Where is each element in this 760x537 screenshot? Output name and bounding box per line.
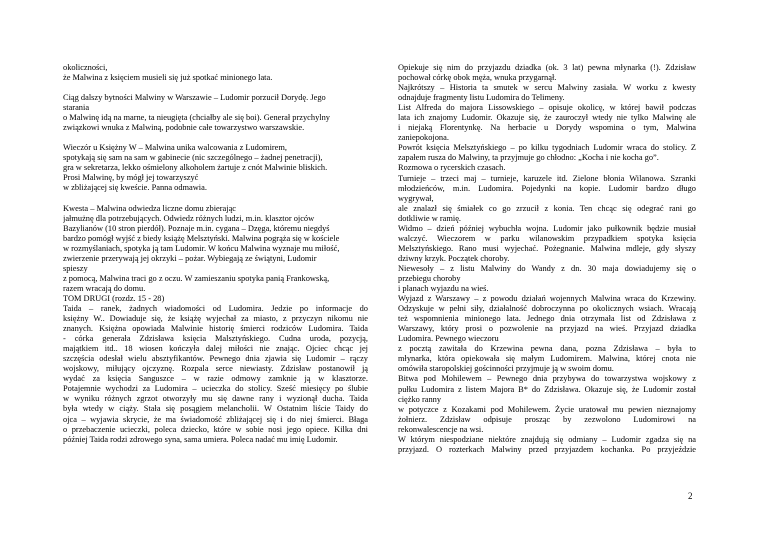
page-number: 2 (688, 491, 693, 501)
text-line: Rozmowa o rycerskich czasach. (398, 163, 506, 173)
paragraph-gap (63, 83, 368, 93)
text-line: dotkliwie w ramię. (398, 213, 462, 223)
text-line: Melsztyńskiego. Rano musi wyjechać. Pożegnanie. Malwina mdleje, gdy słyszy (398, 243, 696, 253)
text-line: wydać za księcia Sanguszce – w razie odmowy zamknie ją w klasztorze. (63, 374, 368, 384)
text-line: że Malwina z księciem musieli się już spotkać minionego lata. (63, 73, 273, 83)
text-line: Powrót księcia Melsztyńskiego – po kilku tygodniach Ludomir wraca do stolicy. Z (398, 143, 696, 153)
text-line: Wyjazd z Warszawy – z powodu działań wojennych Malwina wraca do Krzewiny. (398, 294, 696, 304)
text-line: Odzyskuje w pełni siły, działalność dobroczynna po okolicznych wsiach. Wracają (398, 304, 696, 314)
text-line: Niewesoły – z listu Malwiny do Wandy z dn. 30 maja dowiadujemy się o (398, 263, 696, 273)
text-line: jałmużnę dla potrzebujących. Odwiedz różnych ludzi, m.in. klasztor ojców (63, 213, 315, 223)
left-text-column (63, 63, 368, 445)
text-line: wojskowy, miłujący ojczyznę. Rozpala serce niewiasty. Zdzisław postanowił ją (63, 364, 368, 374)
text-line: spieszy (63, 263, 88, 273)
text-line: i niejaką Florentynkę. Na herbacie u Dorydy wspomina o tym, Malwina (398, 123, 696, 133)
text-line: - córka generała Zdzisława księcia Malsztyńskiego. Cudna uroda, pozycją, (63, 334, 368, 344)
text-line: wygrywał, (398, 193, 434, 203)
text-line: też wspomnienia minionego lata. Jednego dnia otrzymała list od Zdzisława z (398, 314, 696, 324)
text-line: spotykają się sam na sam w gabinecie (nic szczególnego – żadnej penetracji), (63, 153, 323, 163)
text-line: młodzieńców, m.in. Ludomira. Pojedynki na kopie. Ludomir bardzo długo (398, 183, 696, 193)
text-line: okoliczności, (63, 63, 108, 72)
text-line: gra w sekretarza, lekko ośmielony alkoholem żartuje z cnót Malwinie bliskich. (63, 163, 328, 173)
text-line: omówiła staropolskiej gościnności przyjmuje ją w swoim domu. (398, 364, 614, 374)
text-line: zapałem rusza do Malwiny, ta przyjmuje go chłodno: „Kocha i nie kocha go”. (398, 153, 659, 163)
text-line: lata ich znajomy Ludomir. Okazuje się, że zauroczył wtedy nie tylko Malwinę ale (398, 113, 696, 123)
text-line: Ludomira. Pewnego wieczoru (398, 334, 499, 344)
text-line: walczyć. Wieczorem w parku wilanowskim przypadkiem spotyka księcia (398, 233, 696, 243)
text-line: W którym niespodziane niektóre znajdują się odmiany – Ludomir zgadza się na (398, 434, 696, 444)
text-line: Kwesta – Malwina odwiedza liczne domu zbierając (63, 203, 237, 213)
text-line: majątkiem itd.. 18 wiosen kończyła dalej miłości nie znając. Ojciec chcąc jej (63, 344, 368, 354)
text-line: księżny W.. Dowiaduje się, że książę wyjechał za miasto, z przyczyn nikomu nie (63, 314, 368, 324)
text-line: ojca – wyjawia skrycie, że ma świadomość zbliżającej się i do niej śmierci. Błaga (63, 414, 368, 424)
text-line: Bazylianów (10 stron pierdół). Poznaje m.in. cygana – Dzęga, któremu niegdyś (63, 223, 330, 233)
text-line: o przebaczenie ucieczki, poleca dziecko, które w sobie nosi jego opiece. Kilka dni (63, 424, 368, 434)
text-line: była wtedy w ciąży. Stała się posągiem melancholii. W Ostatnim liście Taidy do (63, 404, 368, 414)
text-line: Prosi Malwinę, by mógł jej towarzyszyć (63, 173, 199, 183)
text-line: Taida – ranek, żadnych wiadomości od Ludomira. Jedzie po informacje do (63, 303, 368, 313)
text-line: znanych. Księżna opowiada Malwinie historię śmierci rodziców Ludomira. Taida (63, 324, 368, 334)
text-line: Warszawy, który prosi o pozwolenie na przyjazd na wieś. Przyjazd dziadka (398, 324, 696, 334)
text-line: w wyniku różnych zgrzot otworzyły mu się dawne rany i wyzionął ducha. Taida (63, 394, 368, 404)
text-line: Potajemnie wychodzi za Ludomira – ucieczka do stolicy. Sześć miesięcy po ślubie (63, 384, 368, 394)
text-line: z pocztą zawitała do Krzewina pewna dana, pozna Zdzisława – była to (398, 344, 696, 354)
text-line: zaniepokojona. (398, 133, 449, 143)
text-line: z pomocą, Malwina traci go z oczu. W zamieszaniu spotyka panią Frankowską, (63, 273, 330, 283)
text-line: młynarka, która opiekowała się małym Ludomirem. Malwina, której cnota nie (398, 354, 696, 364)
text-line: później Taida rodzi zdrowego syna, sama umiera. Poleca nadać mu imię Ludomir. (63, 434, 338, 444)
text-line: pułku Ludomira z listem Majora B* do Zdzisława. Okazuje się, że Ludomir został (398, 384, 696, 394)
text-line: ciężko ranny (398, 394, 442, 404)
paragraph-gap (63, 133, 368, 143)
text-line: Ciąg dalszy bytności Malwiny w Warszawie – Ludomir porzucił Dorydę. Jego (63, 93, 326, 103)
text-line: w rozmyślaniach, spotyka ją tam Ludomir. W końcu Malwina wyznaje mu miłość, (63, 243, 340, 253)
text-line: w zbliżającej się kweście. Panna odmawia. (63, 183, 207, 193)
text-line: Opiekuje się nim do przyjazdu dziadka (ok. 3 lat) pewna młynarka (!). Zdzisław (398, 63, 696, 72)
text-line: rekonwalescencje na wsi. (398, 424, 484, 434)
text-line: TOM DRUGI (rozdz. 15 - 28) (63, 293, 165, 303)
text-line: żołnierz. Zdzisław odpisuje prosząc by zezwolono Ludomirowi na (398, 414, 696, 424)
text-line: List Alfreda do majora Lissowskiego – opisuje okolicę, w której bawił podczas (398, 103, 696, 113)
text-line: ale znalazł się śmiałek co go zrzucił z konia. Ten chcąc się odegrać rani go (398, 203, 696, 213)
text-line: Bitwa pod Mohilewem – Pewnego dnia przybywa do towarzystwa wojskowy z (398, 374, 696, 384)
text-line: Turnieje – trzeci maj – turnieje, karuzele itd. Zielone błonia Wilanowa. Szranki (398, 173, 696, 183)
text-line: Najkrótszy – Historia ta smutek w sercu Malwiny zasiała. W worku z kwesty (398, 83, 696, 93)
text-line: związkowi wnuka z Malwiną, podobnie całe towarzystwo warszawskie. (63, 123, 305, 133)
text-line: bardzo pomógł wyjść z biedy książę Melsztyński. Malwina pogrąża się w kościele (63, 233, 340, 243)
text-line: szczęścia odesłał wielu absztyfikantów. Pewnego dnia zjawia się Ludomir – rączy (63, 354, 368, 364)
text-line: o Malwinę idą na marne, ta nieugięta (chciałby ale się boi). Generał przychylny (63, 113, 330, 123)
text-line: Widmo – dzień później wybuchła wojna. Ludomir jako pułkownik będzie musiał (398, 223, 696, 233)
text-line: odnajduje fragmenty listu Ludomira do Telimeny. (398, 93, 565, 103)
text-line: starania (63, 103, 90, 113)
text-line: dziwny krzyk. Początek choroby. (398, 253, 510, 263)
text-line: razem wracają do domu. (63, 283, 146, 293)
text-line: przyjazd. O rozterkach Malwiny przed przyjazdem kochanka. Po przyjeździe (398, 444, 696, 454)
text-line: i planach wyjazdu na wieś. (398, 284, 489, 294)
paragraph-gap (63, 194, 368, 204)
text-line: Wieczór u Księżny W – Malwina unika walcowania z Ludomirem, (63, 143, 288, 153)
text-line: pochował córkę obok męża, wnuka przygarnął. (398, 73, 557, 83)
text-line: zwierzenie przerywają jej okrzyki – pożar. Wybiegają ze świątyni, Ludomir (63, 253, 317, 263)
right-text-column (398, 63, 696, 455)
text-line: w potyczce z Kozakami pod Mohilewem. Życie uratował mu pewien nieznajomy (398, 404, 696, 414)
text-line: przebiegu choroby (398, 273, 461, 283)
